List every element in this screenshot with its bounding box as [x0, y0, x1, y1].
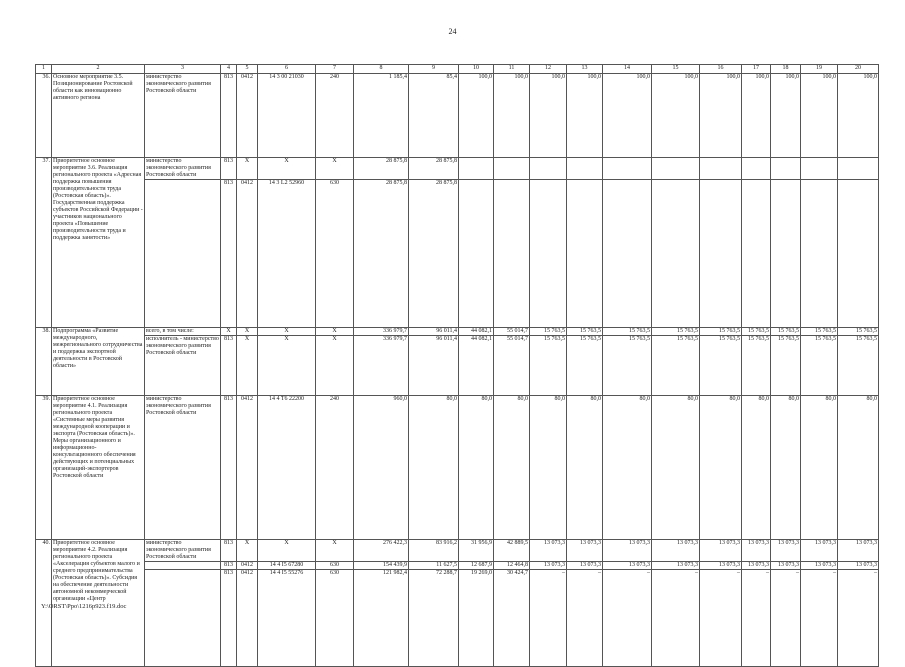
- year-amount: 15 763,5: [567, 336, 603, 396]
- grbs-code: 813: [221, 570, 237, 667]
- year-amount: [459, 158, 494, 180]
- year-amount: 13 073,3: [742, 540, 771, 562]
- total-amount: 336 979,7: [354, 328, 409, 336]
- expense-type-code: 630: [316, 180, 354, 328]
- column-number: 10: [459, 65, 494, 74]
- year-amount: –: [801, 570, 838, 667]
- year-amount: 15 763,5: [838, 328, 879, 336]
- program-name: Приоритетное основное мероприятие 4.1. Реализация регионального проекта «Системные меры развития международной кооперации и экспорта (Ростовская область)». Меры организационного и информационно-консультационного обеспечения действующих и потенциальных организаций-экспортеров Ростовской области: [52, 396, 145, 540]
- year-amount: 100,0: [494, 74, 530, 158]
- year-amount: 83 916,2: [409, 540, 459, 562]
- year-amount: [603, 158, 652, 180]
- section-code: X: [237, 540, 258, 562]
- executor: министерство экономического развития Ростовской области: [145, 74, 221, 158]
- year-amount: 55 014,7: [494, 336, 530, 396]
- year-amount: [530, 158, 567, 180]
- grbs-code: 813: [221, 158, 237, 180]
- section-code: 0412: [237, 396, 258, 540]
- column-number: 15: [652, 65, 700, 74]
- page-number: 24: [448, 27, 457, 36]
- program-name: Подпрограмма «Развитие международного, межрегионального сотрудничества и поддержка экспортной деятельности в Ростовской области»: [52, 328, 145, 396]
- section-code: 0412: [237, 74, 258, 158]
- year-amount: 80,0: [567, 396, 603, 540]
- year-amount: 80,0: [801, 396, 838, 540]
- year-amount: 15 763,5: [530, 328, 567, 336]
- year-amount: 12 687,9: [459, 562, 494, 570]
- table-row: [36, 570, 879, 667]
- column-number: 16: [700, 65, 742, 74]
- expense-type-code: X: [316, 158, 354, 180]
- total-amount: 121 982,4: [354, 570, 409, 667]
- year-amount: [603, 180, 652, 328]
- year-amount: –: [742, 570, 771, 667]
- year-amount: 13 073,3: [530, 540, 567, 562]
- column-number: 18: [771, 65, 801, 74]
- executor: министерство экономического развития Ростовской области: [145, 540, 221, 562]
- year-amount: 15 763,5: [742, 328, 771, 336]
- table-row: [36, 562, 879, 570]
- grbs-code: 813: [221, 180, 237, 328]
- program-name: Приоритетное основное мероприятие 4.2. Реализация регионального проекта «Акселерация субъектов малого и среднего предпринимательства (Ростовская область)». Субсидия на обеспечение деятельности автономной некоммерческой организации «Центр: [52, 540, 145, 667]
- column-number: 17: [742, 65, 771, 74]
- program-name: Приоритетное основное мероприятие 3.6. Реализация регионального проекта «Адресная поддержка повышения производительности труда (Ростовская область)». Государственная поддержка субъектов Российской Федерации - участников национального проекта «Повышение производительности труда и поддержка занятости»: [52, 158, 145, 328]
- section-code: X: [237, 336, 258, 396]
- year-amount: –: [530, 570, 567, 667]
- year-amount: 13 073,3: [700, 540, 742, 562]
- table-row: [36, 336, 879, 396]
- expense-type-code: X: [316, 336, 354, 396]
- row-number: 36.: [36, 74, 52, 158]
- row-number: 39.: [36, 396, 52, 540]
- year-amount: 80,0: [530, 396, 567, 540]
- year-amount: 42 889,5: [494, 540, 530, 562]
- year-amount: [494, 158, 530, 180]
- year-amount: [567, 158, 603, 180]
- year-amount: 72 288,7: [409, 570, 459, 667]
- section-code: X: [237, 328, 258, 336]
- year-amount: 13 073,3: [652, 562, 700, 570]
- year-amount: 15 763,5: [801, 336, 838, 396]
- year-amount: 96 011,4: [409, 328, 459, 336]
- year-amount: 100,0: [603, 74, 652, 158]
- year-amount: [652, 158, 700, 180]
- year-amount: 100,0: [459, 74, 494, 158]
- executor: [145, 570, 221, 667]
- year-amount: [567, 180, 603, 328]
- section-code: X: [237, 158, 258, 180]
- section-code: 0412: [237, 180, 258, 328]
- section-code: 0412: [237, 570, 258, 667]
- target-article-code: X: [258, 540, 316, 562]
- year-amount: 100,0: [530, 74, 567, 158]
- column-number: 19: [801, 65, 838, 74]
- target-article-code: 14 4 T6 22200: [258, 396, 316, 540]
- year-amount: 12 464,8: [494, 562, 530, 570]
- year-amount: 100,0: [771, 74, 801, 158]
- year-amount: 15 763,5: [652, 328, 700, 336]
- year-amount: 13 073,3: [603, 562, 652, 570]
- year-amount: [838, 180, 879, 328]
- year-amount: –: [567, 570, 603, 667]
- program-name: Основное мероприятие 3.5. Позиционирование Ростовской области как инновационно активного региона: [52, 74, 145, 158]
- year-amount: [459, 180, 494, 328]
- footer-file-path: Y:\ORST\Ppo\1216p923.f19.doc: [41, 603, 127, 610]
- year-amount: [801, 158, 838, 180]
- total-amount: 960,0: [354, 396, 409, 540]
- grbs-code: 813: [221, 396, 237, 540]
- year-amount: 13 073,3: [530, 562, 567, 570]
- target-article-code: X: [258, 328, 316, 336]
- year-amount: [771, 158, 801, 180]
- year-amount: 15 763,5: [652, 336, 700, 396]
- grbs-code: 813: [221, 562, 237, 570]
- expense-type-code: 240: [316, 74, 354, 158]
- year-amount: 80,0: [603, 396, 652, 540]
- year-amount: 13 073,3: [652, 540, 700, 562]
- column-number: 12: [530, 65, 567, 74]
- year-amount: 100,0: [567, 74, 603, 158]
- expense-type-code: 630: [316, 562, 354, 570]
- column-number: 13: [567, 65, 603, 74]
- year-amount: 30 424,7: [494, 570, 530, 667]
- year-amount: –: [652, 570, 700, 667]
- year-amount: –: [838, 570, 879, 667]
- table-row: [36, 540, 879, 562]
- year-amount: 80,0: [409, 396, 459, 540]
- target-article-code: X: [258, 158, 316, 180]
- year-amount: 13 073,3: [838, 562, 879, 570]
- total-amount: 276 422,3: [354, 540, 409, 562]
- row-number: 40.: [36, 540, 52, 667]
- year-amount: 100,0: [652, 74, 700, 158]
- year-amount: 85,4: [409, 74, 459, 158]
- column-number-row: [36, 65, 879, 74]
- year-amount: 15 763,5: [700, 328, 742, 336]
- year-amount: 15 763,5: [530, 336, 567, 396]
- year-amount: 100,0: [700, 74, 742, 158]
- executor: [145, 180, 221, 328]
- year-amount: –: [603, 570, 652, 667]
- year-amount: [530, 180, 567, 328]
- year-amount: 100,0: [801, 74, 838, 158]
- year-amount: [771, 180, 801, 328]
- expense-type-code: X: [316, 328, 354, 336]
- column-number: 7: [316, 65, 354, 74]
- year-amount: –: [771, 570, 801, 667]
- executor: [145, 562, 221, 570]
- year-amount: 13 073,3: [742, 562, 771, 570]
- column-number: 5: [237, 65, 258, 74]
- expense-type-code: 630: [316, 570, 354, 667]
- table-row: [36, 180, 879, 328]
- year-amount: 15 763,5: [567, 328, 603, 336]
- column-number: 1: [36, 65, 52, 74]
- year-amount: –: [700, 570, 742, 667]
- expense-type-code: X: [316, 540, 354, 562]
- year-amount: 96 011,4: [409, 336, 459, 396]
- row-number: 38.: [36, 328, 52, 396]
- year-amount: 13 073,3: [771, 562, 801, 570]
- grbs-code: 813: [221, 336, 237, 396]
- grbs-code: 813: [221, 74, 237, 158]
- column-number: 3: [145, 65, 221, 74]
- year-amount: 80,0: [494, 396, 530, 540]
- year-amount: 13 073,3: [567, 540, 603, 562]
- year-amount: 13 073,3: [603, 540, 652, 562]
- year-amount: 55 014,7: [494, 328, 530, 336]
- year-amount: 44 082,1: [459, 328, 494, 336]
- year-amount: 80,0: [742, 396, 771, 540]
- year-amount: 15 763,5: [771, 336, 801, 396]
- grbs-code: 813: [221, 540, 237, 562]
- column-number: 11: [494, 65, 530, 74]
- target-article-code: X: [258, 336, 316, 396]
- column-number: 14: [603, 65, 652, 74]
- expense-type-code: 240: [316, 396, 354, 540]
- executor: министерство экономического развития Ростовской области: [145, 396, 221, 540]
- year-amount: [742, 180, 771, 328]
- year-amount: 28 875,8: [409, 180, 459, 328]
- section-code: 0412: [237, 562, 258, 570]
- target-article-code: 14 4 I5 55276: [258, 570, 316, 667]
- year-amount: 80,0: [459, 396, 494, 540]
- year-amount: 13 073,3: [567, 562, 603, 570]
- column-number: 4: [221, 65, 237, 74]
- grbs-code: X: [221, 328, 237, 336]
- target-article-code: 14 3 00 21030: [258, 74, 316, 158]
- total-amount: 28 875,8: [354, 158, 409, 180]
- total-amount: 154 439,9: [354, 562, 409, 570]
- year-amount: 13 073,3: [801, 562, 838, 570]
- executor: исполнитель - министерство экономического развития Ростовской области: [145, 336, 221, 396]
- year-amount: 15 763,5: [742, 336, 771, 396]
- year-amount: 13 073,3: [700, 562, 742, 570]
- year-amount: [801, 180, 838, 328]
- target-article-code: 14 4 I5 67280: [258, 562, 316, 570]
- year-amount: 15 763,5: [700, 336, 742, 396]
- column-number: 2: [52, 65, 145, 74]
- year-amount: 13 073,3: [838, 540, 879, 562]
- year-amount: [700, 158, 742, 180]
- column-number: 20: [838, 65, 879, 74]
- row-number: 37.: [36, 158, 52, 328]
- year-amount: [700, 180, 742, 328]
- total-amount: 1 185,4: [354, 74, 409, 158]
- year-amount: [742, 158, 771, 180]
- budget-table: [35, 64, 879, 667]
- year-amount: 80,0: [700, 396, 742, 540]
- year-amount: 11 627,5: [409, 562, 459, 570]
- table-row: [36, 74, 879, 158]
- table-row: [36, 328, 879, 336]
- year-amount: 80,0: [652, 396, 700, 540]
- total-amount: 336 979,7: [354, 336, 409, 396]
- year-amount: 31 956,9: [459, 540, 494, 562]
- year-amount: 19 269,0: [459, 570, 494, 667]
- year-amount: 13 073,3: [801, 540, 838, 562]
- executor: всего, в том числе:: [145, 328, 221, 336]
- year-amount: [652, 180, 700, 328]
- year-amount: 15 763,5: [838, 336, 879, 396]
- year-amount: 15 763,5: [771, 328, 801, 336]
- executor: министерство экономического развития Ростовской области: [145, 158, 221, 180]
- year-amount: 100,0: [838, 74, 879, 158]
- column-number: 8: [354, 65, 409, 74]
- year-amount: 28 875,8: [409, 158, 459, 180]
- column-number: 9: [409, 65, 459, 74]
- year-amount: 44 082,1: [459, 336, 494, 396]
- year-amount: 80,0: [771, 396, 801, 540]
- year-amount: 15 763,5: [603, 336, 652, 396]
- column-number: 6: [258, 65, 316, 74]
- year-amount: 100,0: [742, 74, 771, 158]
- year-amount: 15 763,5: [801, 328, 838, 336]
- year-amount: 13 073,3: [771, 540, 801, 562]
- table-row: [36, 396, 879, 540]
- year-amount: 15 763,5: [603, 328, 652, 336]
- target-article-code: 14 3 L2 52960: [258, 180, 316, 328]
- total-amount: 28 875,8: [354, 180, 409, 328]
- year-amount: [838, 158, 879, 180]
- table-row: [36, 158, 879, 180]
- year-amount: [494, 180, 530, 328]
- year-amount: 80,0: [838, 396, 879, 540]
